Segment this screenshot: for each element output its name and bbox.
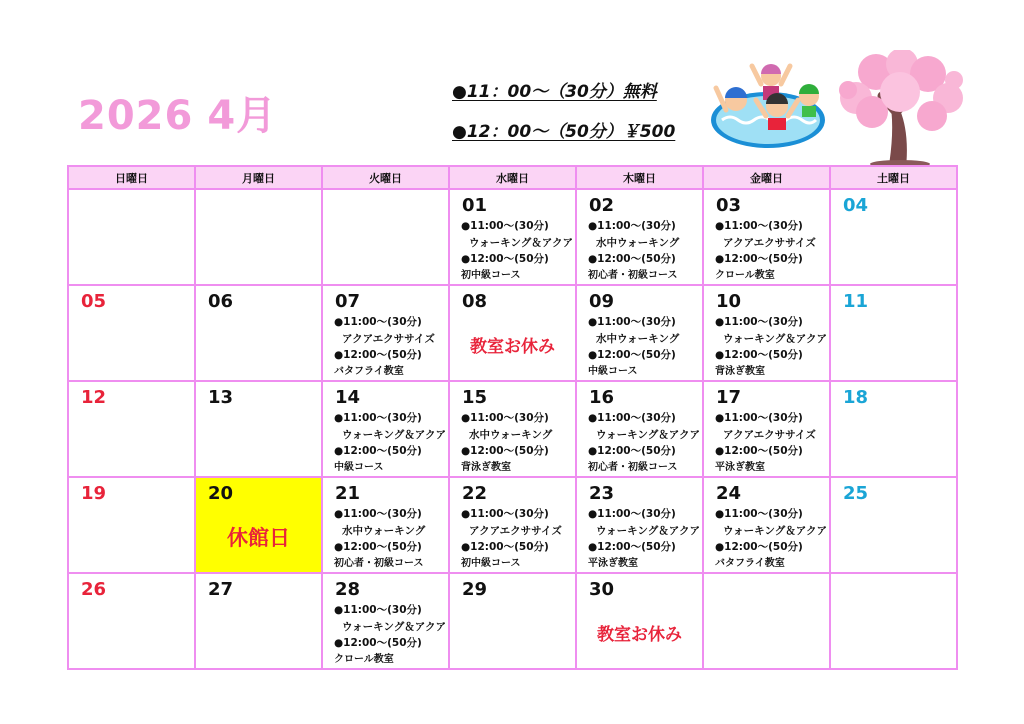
day-number xyxy=(323,190,448,196)
day-cell xyxy=(576,477,703,573)
closure-note: 教室お休み xyxy=(470,337,555,357)
class-name: ウォーキング＆アクア xyxy=(723,524,827,537)
day-cell xyxy=(68,573,195,669)
weekday-header: 金曜日 xyxy=(703,166,830,189)
session-time: ●11:00～(30分) xyxy=(715,508,803,520)
week-row xyxy=(68,189,957,285)
day-number: 10 xyxy=(716,291,742,312)
day-number: 11 xyxy=(843,291,869,312)
day-cell xyxy=(703,573,830,669)
day-cell xyxy=(68,381,195,477)
week-row xyxy=(68,477,957,573)
day-cell xyxy=(449,477,576,573)
day-number: 08 xyxy=(462,291,488,312)
schedule xyxy=(577,504,702,572)
day-cell xyxy=(703,285,830,381)
class-name: バタフライ教室 xyxy=(715,557,785,569)
day-cell xyxy=(449,381,576,477)
session-time: ●11:00～(30分) xyxy=(334,412,422,424)
title-year: 2026 xyxy=(78,93,194,139)
session-time: ●12:00～(50分) xyxy=(715,253,803,265)
session-time: ●11:00～(30分) xyxy=(715,412,803,424)
price-paid-session: ●12：00～（50分）￥500 xyxy=(452,122,676,142)
session-time: ●11:00～(30分) xyxy=(588,412,676,424)
day-number xyxy=(69,190,194,196)
schedule xyxy=(577,216,702,284)
day-number xyxy=(196,190,321,196)
schedule xyxy=(704,216,829,284)
day-cell xyxy=(322,573,449,669)
session-time: ●12:00～(50分) xyxy=(334,541,422,553)
class-name: 水中ウォーキング xyxy=(342,524,426,537)
session-time: ●11:00～(30分) xyxy=(588,508,676,520)
day-number: 18 xyxy=(843,387,869,408)
weekday-header: 日曜日 xyxy=(68,166,195,189)
day-number: 23 xyxy=(589,483,615,504)
class-name: アクアエクササイズ xyxy=(342,332,435,345)
day-number: 27 xyxy=(208,579,234,600)
session-time: ●11:00～(30分) xyxy=(334,316,422,328)
day-number: 17 xyxy=(716,387,742,408)
day-cell xyxy=(322,477,449,573)
day-cell xyxy=(449,285,576,381)
day-number: 05 xyxy=(81,291,107,312)
day-number: 01 xyxy=(462,195,488,216)
class-name: 初心者・初級コース xyxy=(334,557,424,569)
day-number: 21 xyxy=(335,483,361,504)
title-month: 4月 xyxy=(207,93,278,139)
swimmers-illustration xyxy=(708,54,828,154)
calendar-title xyxy=(78,84,291,141)
class-name: 初中級コース xyxy=(461,557,521,569)
class-name: アクアエクササイズ xyxy=(469,524,562,537)
session-time: ●12:00～(50分) xyxy=(461,541,549,553)
session-time: ●12:00～(50分) xyxy=(461,445,549,457)
day-number: 04 xyxy=(843,195,869,216)
schedule xyxy=(704,312,829,380)
day-cell xyxy=(195,573,322,669)
class-name: 水中ウォーキング xyxy=(596,332,680,345)
day-cell xyxy=(576,189,703,285)
weekday-header: 火曜日 xyxy=(322,166,449,189)
cherry-blossom-tree-illustration xyxy=(836,50,964,168)
session-time: ●11:00～(30分) xyxy=(715,220,803,232)
session-time: ●12:00～(50分) xyxy=(715,541,803,553)
day-cell xyxy=(68,477,195,573)
day-number: 19 xyxy=(81,483,107,504)
session-time: ●12:00～(50分) xyxy=(334,445,422,457)
session-time: ●12:00～(50分) xyxy=(715,445,803,457)
day-number: 25 xyxy=(843,483,869,504)
day-number: 26 xyxy=(81,579,107,600)
schedule xyxy=(450,216,575,284)
day-cell xyxy=(830,285,957,381)
week-row xyxy=(68,381,957,477)
day-cell xyxy=(322,189,449,285)
day-cell xyxy=(449,573,576,669)
day-cell xyxy=(195,477,322,573)
day-cell xyxy=(322,285,449,381)
day-number: 12 xyxy=(81,387,107,408)
session-time: ●12:00～(50分) xyxy=(334,637,422,649)
day-cell xyxy=(449,189,576,285)
day-cell xyxy=(703,189,830,285)
class-name: 平泳ぎ教室 xyxy=(715,461,765,473)
weekday-header: 土曜日 xyxy=(830,166,957,189)
day-number: 30 xyxy=(589,579,615,600)
class-name: ウォーキング＆アクア xyxy=(596,428,700,441)
weekday-header: 月曜日 xyxy=(195,166,322,189)
class-name: 中級コース xyxy=(588,365,638,377)
day-number xyxy=(704,574,829,580)
schedule xyxy=(323,504,448,572)
schedule xyxy=(577,312,702,380)
day-cell xyxy=(576,573,703,669)
day-number: 28 xyxy=(335,579,361,600)
class-name: クロール教室 xyxy=(715,269,775,281)
holiday-label: 休館日 xyxy=(227,526,290,550)
session-time: ●11:00～(30分) xyxy=(461,220,549,232)
class-name: ウォーキング＆アクア xyxy=(469,236,573,249)
schedule xyxy=(450,408,575,476)
day-cell xyxy=(703,381,830,477)
closure-note: 教室お休み xyxy=(597,625,682,645)
week-row xyxy=(68,573,957,669)
day-cell xyxy=(68,189,195,285)
day-number: 09 xyxy=(589,291,615,312)
class-name: 背泳ぎ教室 xyxy=(461,461,511,473)
class-name: アクアエクササイズ xyxy=(723,428,816,441)
day-cell xyxy=(322,381,449,477)
day-number: 13 xyxy=(208,387,234,408)
day-number: 29 xyxy=(462,579,488,600)
class-name: 初心者・初級コース xyxy=(588,269,678,281)
class-name: 水中ウォーキング xyxy=(469,428,553,441)
week-row xyxy=(68,285,957,381)
day-number: 03 xyxy=(716,195,742,216)
session-time: ●11:00～(30分) xyxy=(334,508,422,520)
price-free-session: ●11：00～（30分）無料 xyxy=(452,82,657,102)
day-cell xyxy=(576,381,703,477)
session-time: ●11:00～(30分) xyxy=(334,604,422,616)
day-number: 20 xyxy=(208,483,234,504)
schedule xyxy=(323,600,448,668)
class-name: 平泳ぎ教室 xyxy=(588,557,638,569)
schedule xyxy=(323,408,448,476)
day-cell xyxy=(830,477,957,573)
class-name: ウォーキング＆アクア xyxy=(342,620,446,633)
session-time: ●12:00～(50分) xyxy=(715,349,803,361)
day-cell xyxy=(68,285,195,381)
class-name: 初心者・初級コース xyxy=(588,461,678,473)
weekday-header: 木曜日 xyxy=(576,166,703,189)
class-name: 中級コース xyxy=(334,461,384,473)
session-time: ●11:00～(30分) xyxy=(588,316,676,328)
session-time: ●12:00～(50分) xyxy=(334,349,422,361)
day-cell xyxy=(576,285,703,381)
calendar-grid xyxy=(67,165,958,670)
day-number: 16 xyxy=(589,387,615,408)
day-number xyxy=(831,574,956,580)
class-name: アクアエクササイズ xyxy=(723,236,816,249)
session-time: ●11:00～(30分) xyxy=(588,220,676,232)
schedule xyxy=(323,312,448,380)
class-name: ウォーキング＆アクア xyxy=(596,524,700,537)
weekday-header: 水曜日 xyxy=(449,166,576,189)
day-cell xyxy=(195,285,322,381)
session-time: ●12:00～(50分) xyxy=(588,541,676,553)
class-name: ウォーキング＆アクア xyxy=(723,332,827,345)
day-number: 15 xyxy=(462,387,488,408)
session-time: ●11:00～(30分) xyxy=(461,508,549,520)
schedule xyxy=(704,408,829,476)
class-name: ウォーキング＆アクア xyxy=(342,428,446,441)
day-number: 06 xyxy=(208,291,234,312)
day-number: 14 xyxy=(335,387,361,408)
weekday-header-row xyxy=(68,166,957,189)
day-cell xyxy=(830,381,957,477)
class-name: 水中ウォーキング xyxy=(596,236,680,249)
day-number: 22 xyxy=(462,483,488,504)
class-name: 背泳ぎ教室 xyxy=(715,365,765,377)
day-cell xyxy=(195,189,322,285)
day-cell xyxy=(703,477,830,573)
session-time: ●11:00～(30分) xyxy=(461,412,549,424)
class-name: クロール教室 xyxy=(334,653,394,665)
day-number: 07 xyxy=(335,291,361,312)
class-name: 初中級コース xyxy=(461,269,521,281)
day-cell xyxy=(830,189,957,285)
session-time: ●12:00～(50分) xyxy=(461,253,549,265)
schedule xyxy=(577,408,702,476)
day-cell xyxy=(830,573,957,669)
day-number: 02 xyxy=(589,195,615,216)
day-cell xyxy=(195,381,322,477)
session-time: ●11:00～(30分) xyxy=(715,316,803,328)
class-name: バタフライ教室 xyxy=(334,365,404,377)
session-time: ●12:00～(50分) xyxy=(588,349,676,361)
day-number: 24 xyxy=(716,483,742,504)
schedule xyxy=(450,504,575,572)
session-time: ●12:00～(50分) xyxy=(588,445,676,457)
schedule xyxy=(704,504,829,572)
session-time: ●12:00～(50分) xyxy=(588,253,676,265)
